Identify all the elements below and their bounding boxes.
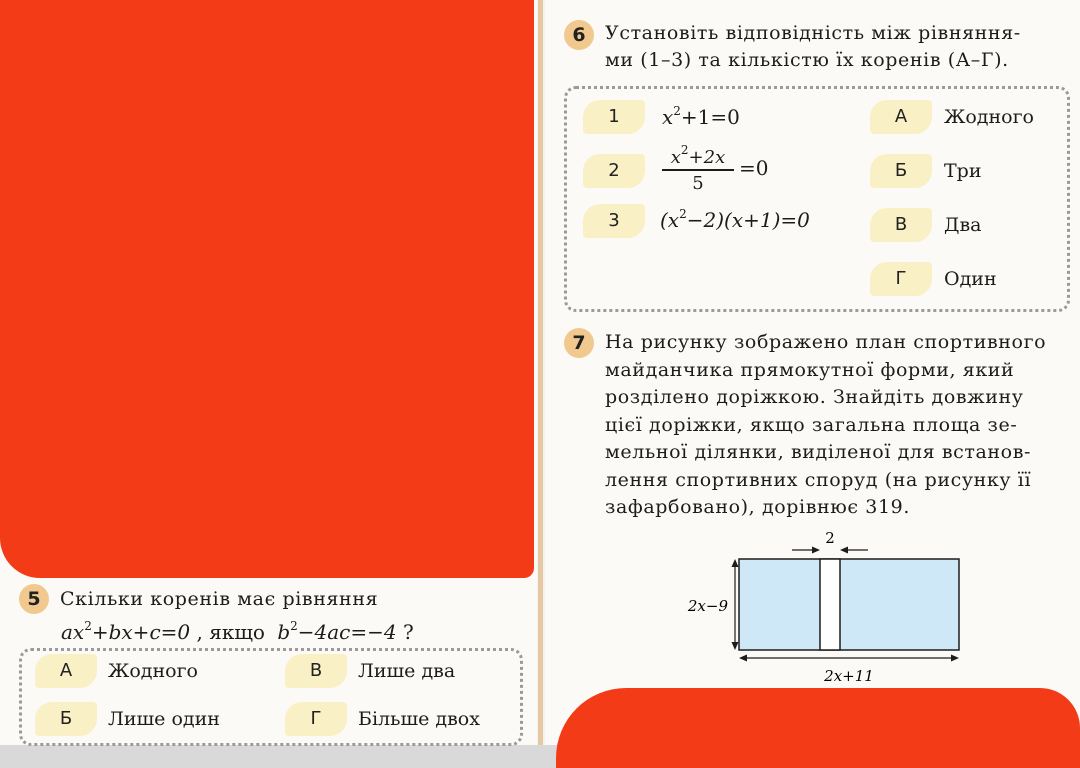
question-6-line-2: ми (1–3) та кількістю їх коренів (А–Г). xyxy=(605,49,1009,71)
question-7-line-6: лення спортивних споруд (на рисунку її xyxy=(605,468,1032,491)
question-7-line-2: майданчика прямокутної форми, який xyxy=(605,358,1015,381)
column-divider xyxy=(538,0,543,768)
question-7-line-1: На рисунку зображено план спортивного xyxy=(605,331,1047,353)
option-a-chip[interactable]: А xyxy=(35,654,97,688)
option-g-text: Більше двох xyxy=(358,708,480,730)
option-b-text: Лише один xyxy=(108,708,220,730)
equation-2-numerator: $x^2+2x$ xyxy=(670,143,726,168)
height-arrowhead-top xyxy=(732,559,739,567)
answer-a-text: Жодного xyxy=(944,106,1034,128)
question-7-line-5: мельної ділянки, виділеної для встанов- xyxy=(605,441,1032,463)
redaction-bottom-right xyxy=(556,688,1080,768)
question-7-line-4: цієї доріжки, якщо загальна площа зе- xyxy=(605,413,1018,436)
equation-1: $x^2+1=0$ xyxy=(662,104,740,129)
answer-v-chip[interactable]: В xyxy=(870,208,932,242)
path-width-arrowhead-left xyxy=(812,547,820,554)
equation-2-denominator: 5 xyxy=(692,173,704,194)
option-v-chip[interactable]: В xyxy=(285,654,347,688)
equation-3-chip[interactable]: 3 xyxy=(583,204,645,238)
question-7-number: 7 xyxy=(564,328,594,358)
question-5-equation: $ax^2+bx+c=0$ , якщо $b^2-4ac=-4$ ? xyxy=(61,619,414,644)
answer-g-text: Один xyxy=(944,268,997,290)
answer-v-text: Два xyxy=(944,214,982,236)
equation-1-chip[interactable]: 1 xyxy=(583,100,645,134)
answer-b-chip[interactable]: Б xyxy=(870,154,932,188)
height-label: 2x−9 xyxy=(687,597,728,615)
option-b-chip[interactable]: Б xyxy=(35,702,97,736)
equation-3: $(x^2-2)(x+1)=0$ xyxy=(660,207,810,232)
path-width-arrowhead-right xyxy=(840,547,848,554)
height-arrowhead-bottom xyxy=(732,642,739,650)
option-v-text: Лише два xyxy=(358,660,456,682)
answer-a-chip[interactable]: А xyxy=(870,100,932,134)
option-g-chip[interactable]: Г xyxy=(285,702,347,736)
path-width-label: 2 xyxy=(825,529,835,547)
answer-g-chip[interactable]: Г xyxy=(870,262,932,296)
equation-2-chip[interactable]: 2 xyxy=(583,154,645,188)
redaction-top-left xyxy=(0,0,534,578)
question-5-number: 5 xyxy=(19,584,49,614)
question-5-text: Скільки коренів має рівняння xyxy=(60,588,379,610)
width-label: 2x+11 xyxy=(824,667,874,685)
sports-field-diagram xyxy=(660,525,980,690)
shaded-field xyxy=(739,559,959,650)
question-7-line-3: розділено доріжкою. Знайдіть довжину xyxy=(605,386,1024,408)
width-arrowhead-right xyxy=(951,655,959,662)
equation-2-fraction-bar xyxy=(662,169,734,171)
question-6-number: 6 xyxy=(564,20,594,50)
width-arrowhead-left xyxy=(739,655,747,662)
question-6-line-1: Установіть відповідність між рівняння- xyxy=(605,22,1021,44)
option-a-text: Жодного xyxy=(108,660,198,682)
equation-2-rhs: =0 xyxy=(739,156,769,180)
answer-b-text: Три xyxy=(944,160,982,182)
question-7-line-7: зафарбовано), дорівнює 319. xyxy=(605,496,911,518)
path-strip xyxy=(820,559,840,650)
